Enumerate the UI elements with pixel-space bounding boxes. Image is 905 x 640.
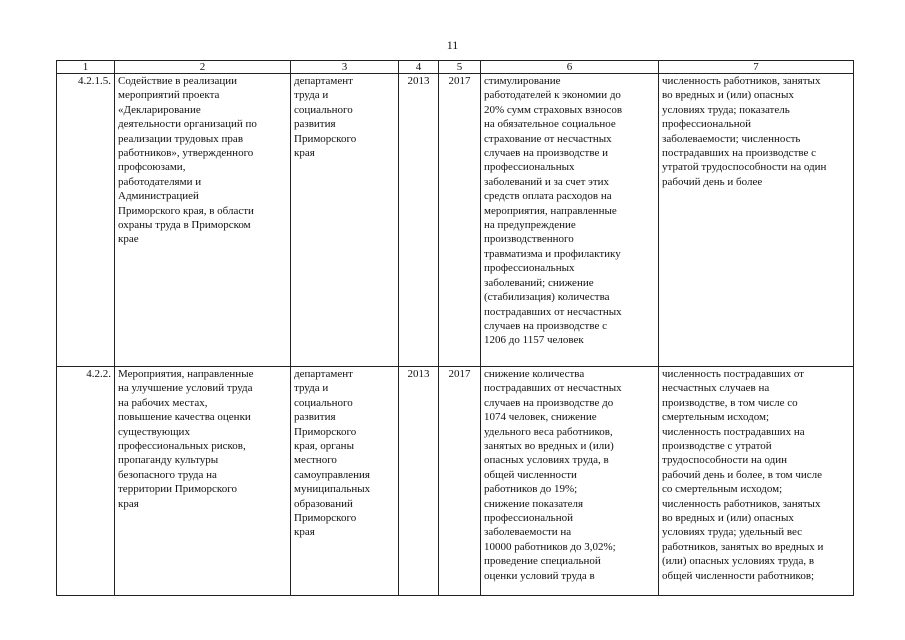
text-line: самоуправления bbox=[294, 468, 370, 481]
text-line: края bbox=[118, 497, 139, 510]
column-header: 3 bbox=[291, 61, 399, 74]
page-number: 11 bbox=[446, 38, 459, 52]
table-row bbox=[57, 367, 854, 596]
table-row bbox=[57, 74, 854, 367]
text-line: рабочий день и более, в том числе bbox=[662, 468, 823, 481]
indicator bbox=[659, 74, 854, 367]
text-line: департамент bbox=[294, 368, 353, 380]
start-year: 2013 bbox=[399, 74, 439, 367]
executor bbox=[291, 367, 399, 596]
text-line: заболеваний и за счет этих bbox=[484, 175, 610, 188]
text-line: пропаганду культуры bbox=[118, 454, 219, 467]
text-line: края bbox=[294, 526, 315, 539]
column-header: 4 bbox=[399, 61, 439, 74]
text-line: численность пострадавших от bbox=[662, 368, 804, 380]
text-line: территории Приморского bbox=[118, 483, 237, 496]
text-line: труда и bbox=[294, 89, 329, 102]
text-line: со смертельным исходом; bbox=[662, 483, 783, 496]
column-header: 6 bbox=[481, 61, 659, 74]
text-line: пострадавших от несчастных bbox=[484, 305, 622, 318]
text-line: удельного веса работников, bbox=[484, 425, 613, 438]
text-line: местного bbox=[294, 454, 337, 467]
text-line: несчастных случаев на bbox=[662, 382, 770, 395]
text-line: опасных условиях труда, в bbox=[484, 454, 609, 467]
text-line: Администрацией bbox=[118, 190, 199, 203]
item-number: 4.2.2. bbox=[57, 367, 115, 596]
text-line: Приморского bbox=[294, 132, 357, 145]
end-year: 2017 bbox=[439, 74, 481, 367]
text-line: травматизма и профилактику bbox=[484, 247, 621, 260]
text-line: муниципальных bbox=[294, 483, 371, 496]
column-header: 7 bbox=[659, 61, 854, 74]
column-number-row bbox=[57, 61, 854, 74]
text-line: Приморского края, в области bbox=[118, 204, 254, 217]
text-line: охраны труда в Приморском bbox=[118, 219, 251, 232]
text-line: 20% сумм страховых взносов bbox=[484, 103, 623, 116]
text-line: производстве, в том числе со bbox=[662, 396, 798, 409]
text-line: безопасного труда на bbox=[118, 468, 217, 481]
text-line: работодателей к экономии до bbox=[484, 89, 621, 102]
text-line: утратой трудоспособности на один bbox=[662, 161, 827, 174]
indicator bbox=[659, 367, 854, 596]
text-line: пострадавших от несчастных bbox=[484, 382, 622, 395]
text-line: снижение показателя bbox=[484, 497, 584, 510]
text-line: реализации трудовых прав bbox=[118, 132, 244, 145]
text-line: труда и bbox=[294, 382, 329, 395]
item-number: 4.2.1.5. bbox=[57, 74, 115, 367]
text-line: Содействие в реализации bbox=[118, 75, 237, 87]
column-header: 1 bbox=[57, 61, 115, 74]
text-line: 1074 человек, снижение bbox=[484, 411, 597, 424]
measure-name bbox=[115, 367, 291, 596]
text-line: крае bbox=[118, 233, 139, 246]
text-line: профессиональных рисков, bbox=[118, 440, 246, 453]
text-line: снижение количества bbox=[484, 368, 585, 380]
text-line: образований bbox=[294, 497, 353, 510]
text-line: профессиональной bbox=[484, 512, 573, 525]
text-line: численность работников, занятых bbox=[662, 497, 821, 510]
text-line: условиях труда; показатель bbox=[662, 103, 790, 116]
text-line: трудоспособности на один bbox=[662, 454, 788, 467]
program-table bbox=[56, 60, 854, 596]
expected-result bbox=[481, 367, 659, 596]
measure-name bbox=[115, 74, 291, 367]
text-line: пострадавших на производстве с bbox=[662, 147, 817, 160]
text-line: средств оплата расходов на bbox=[484, 190, 612, 203]
text-line: Приморского bbox=[294, 425, 357, 438]
text-line: условиях труда; удельный вес bbox=[662, 526, 803, 539]
text-line: производственного bbox=[484, 233, 574, 246]
text-line: работников», утвержденного bbox=[118, 147, 254, 160]
text-line: деятельности организаций по bbox=[118, 118, 257, 131]
text-line: «Декларирование bbox=[118, 103, 201, 116]
text-line: 10000 работников до 3,02%; bbox=[484, 540, 616, 553]
text-line: работников, занятых во вредных и bbox=[662, 540, 824, 553]
text-line: (или) опасных условиях труда, в bbox=[662, 555, 815, 568]
text-line: заболеваемости на bbox=[484, 526, 572, 539]
text-line: оценки условий труда в bbox=[484, 569, 595, 582]
text-line: во вредных и (или) опасных bbox=[662, 512, 794, 525]
text-line: социального bbox=[294, 103, 353, 116]
text-line: во вредных и (или) опасных bbox=[662, 89, 794, 102]
text-line: края, органы bbox=[294, 440, 354, 453]
text-line: на предупреждение bbox=[484, 219, 576, 232]
text-line: занятых во вредных и (или) bbox=[484, 440, 614, 453]
end-year: 2017 bbox=[439, 367, 481, 596]
text-line: случаев на производстве до bbox=[484, 396, 614, 409]
column-header: 2 bbox=[115, 61, 291, 74]
text-line: развития bbox=[294, 411, 336, 424]
text-line: случаев на производстве и bbox=[484, 147, 608, 160]
text-line: заболеваний; снижение bbox=[484, 276, 594, 289]
text-line: численность пострадавших на bbox=[662, 425, 805, 438]
text-line: департамент bbox=[294, 75, 353, 87]
text-line: профессиональной bbox=[662, 118, 751, 131]
text-line: смертельным исходом; bbox=[662, 411, 770, 424]
text-line: повышение качества оценки bbox=[118, 411, 251, 424]
text-line: Приморского bbox=[294, 512, 357, 525]
text-line: заболеваемости; численность bbox=[662, 132, 801, 145]
text-line: производстве с утратой bbox=[662, 440, 772, 453]
text-line: социального bbox=[294, 396, 353, 409]
text-line: случаев на производстве с bbox=[484, 319, 607, 332]
text-line: общей численности работников; bbox=[662, 569, 815, 582]
text-line: Мероприятия, направленные bbox=[118, 368, 254, 380]
text-line: работников до 19%; bbox=[484, 483, 578, 496]
text-line: общей численности bbox=[484, 468, 577, 481]
text-line: мероприятий проекта bbox=[118, 89, 220, 102]
text-line: работодателями и bbox=[118, 175, 202, 188]
text-line: существующих bbox=[118, 425, 190, 438]
executor bbox=[291, 74, 399, 367]
expected-result bbox=[481, 74, 659, 367]
text-line: на обязательное социальное bbox=[484, 118, 616, 131]
text-line: рабочий день и более bbox=[662, 175, 763, 188]
text-line: на рабочих местах, bbox=[118, 396, 208, 409]
text-line: развития bbox=[294, 118, 336, 131]
text-line: (стабилизация) количества bbox=[484, 291, 610, 304]
text-line: численность работников, занятых bbox=[662, 75, 821, 87]
start-year: 2013 bbox=[399, 367, 439, 596]
column-header: 5 bbox=[439, 61, 481, 74]
text-line: проведение специальной bbox=[484, 555, 601, 568]
text-line: мероприятия, направленные bbox=[484, 204, 617, 217]
text-line: края bbox=[294, 147, 315, 160]
text-line: профсоюзами, bbox=[118, 161, 186, 174]
text-line: профессиональных bbox=[484, 262, 575, 275]
text-line: профессиональных bbox=[484, 161, 575, 174]
text-line: страхование от несчастных bbox=[484, 132, 612, 145]
text-line: на улучшение условий труда bbox=[118, 382, 253, 395]
text-line: 1206 до 1157 человек bbox=[484, 334, 584, 347]
text-line: стимулирование bbox=[484, 75, 561, 87]
